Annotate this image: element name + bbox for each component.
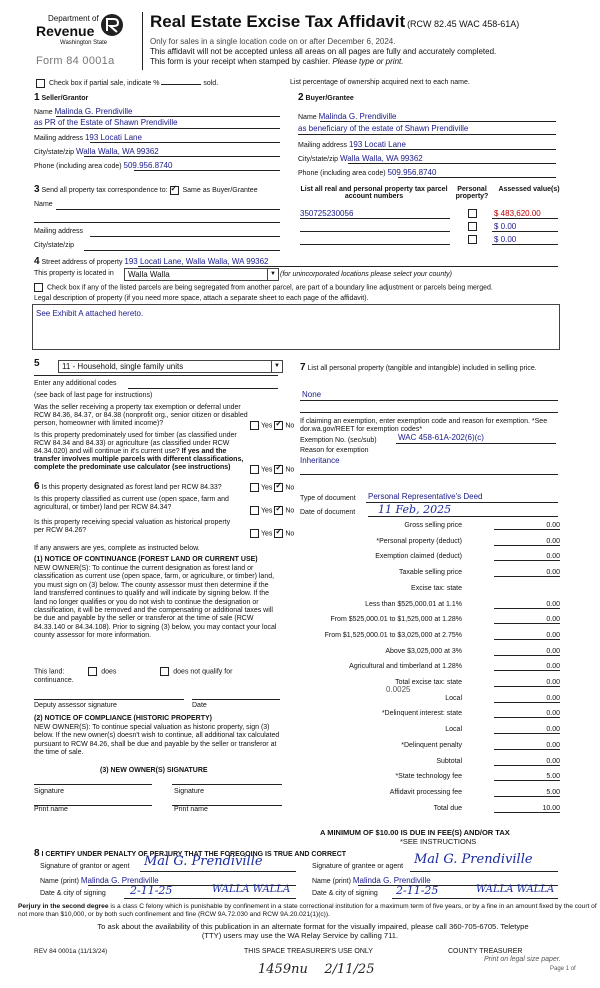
q2-yes-label: Yes: [261, 466, 273, 474]
owner-print-label-2: Print name: [174, 806, 208, 813]
tax-row-value[interactable]: 10.00: [494, 805, 560, 813]
form-title: Real Estate Excise Tax Affidavit: [150, 12, 406, 31]
dept-of-text: Department of: [48, 14, 99, 23]
assessed-value-2[interactable]: $ 0.00: [494, 222, 517, 231]
q-exemption-deferral: Was the seller receiving a property tax exemption or deferral under RCW 84.36, 84.37, or 84.38 (nonprofit org., senior citizen or disabled person, homeowner with limited income)?: [34, 404, 248, 427]
tax-row-label: Total due: [433, 804, 462, 812]
tax-row-label: Taxable selling price: [398, 569, 462, 577]
grantor-name-label: Name (print): [40, 878, 79, 885]
land-use-value: 11 - Household, single family units: [62, 362, 184, 371]
grantor-city-value[interactable]: WALLA WALLA: [212, 884, 291, 895]
legal-desc-value: See Exhibit A attached hereto.: [36, 309, 144, 318]
street-value[interactable]: 193 Locati Lane, Walla Walla, WA 99362: [124, 257, 269, 266]
grantee-sig-label: Signature of grantee or agent: [312, 863, 404, 870]
seller-mail-label: Mailing address: [34, 135, 84, 142]
q5-yes-checkbox[interactable]: [250, 529, 259, 538]
seller-city-value[interactable]: Walla Walla, WA 99362: [76, 147, 159, 156]
does-label: does: [101, 668, 117, 676]
dor-logo: [34, 10, 130, 58]
owner-print-label-1: Print name: [34, 806, 68, 813]
tax-row-label: Excise tax: state: [411, 584, 462, 592]
section-2-number: 2: [298, 92, 304, 103]
alt-format-line1: To ask about the availability of this publication in an alternate format for the visually impaired, please call 360-705-6705. Teletype: [97, 922, 529, 931]
q4-no-checkbox[interactable]: [274, 506, 283, 515]
land-use-select[interactable]: [58, 360, 283, 373]
tax-row: [300, 773, 560, 784]
personal-property-checkbox-1[interactable]: [468, 209, 477, 218]
section-5-number: 5: [34, 358, 40, 369]
grantor-sig-label: Signature of grantor or agent: [40, 863, 130, 870]
q1-yes-label: Yes: [261, 422, 273, 430]
notice-continuance-title: (1) NOTICE OF CONTINUANCE (FOREST LAND OR CURRENT USE): [34, 556, 258, 563]
grantor-signature[interactable]: Mal G. Prendiville: [144, 854, 263, 869]
does-not-label: does not qualify for: [173, 668, 233, 676]
located-label: This property is located in: [34, 270, 114, 277]
parcels-header: List all real and personal property tax parcel account numbers: [300, 186, 448, 200]
grantee-name-label: Name (print): [312, 878, 351, 885]
partial-pct-field[interactable]: [161, 77, 201, 85]
section-1-number: 1: [34, 92, 40, 103]
q3-no-label: No: [285, 484, 295, 492]
tax-row: [300, 758, 560, 769]
tax-row-value[interactable]: 0.00: [494, 695, 560, 703]
tax-row-label: Total excise tax: state: [395, 679, 462, 686]
header-subtitle-1: Only for sales in a single location code on or after December 6, 2024.: [150, 37, 396, 46]
q4-no-label: No: [285, 507, 295, 515]
tax-row-value[interactable]: 0.00: [494, 632, 560, 640]
buyer-name-label: Name: [298, 114, 317, 121]
additional-codes-label: Enter any additional codes: [34, 380, 117, 387]
assessed-value-1[interactable]: $ 483,620.00: [494, 209, 541, 218]
grantee-signature[interactable]: Mal G. Prendiville: [414, 852, 533, 867]
deputy-date-label: Date: [192, 702, 207, 709]
tax-row-label: From $1,525,000.01 to $3,025,000 at 2.75%: [324, 631, 462, 639]
legal-desc-label: Legal description of property (if you need more space, attach a separate sheet to each page of the affidavit).: [34, 295, 369, 302]
owner-signature-label-1: Signature: [34, 788, 64, 795]
buyer-city-label: City/state/zip: [298, 156, 339, 163]
exemption-reason-value[interactable]: Inheritance: [300, 456, 340, 465]
q-current-use: Is this property classified as current use (open space, farm and agricultural, or timber) land per RCW 84.34?: [34, 496, 229, 511]
buyer-phone-value[interactable]: 509.956.8740: [387, 168, 437, 177]
parcel-number-1[interactable]: 350725230056: [300, 209, 354, 218]
county-value: Walla Walla: [128, 270, 170, 279]
grantee-city-value[interactable]: WALLA WALLA: [476, 884, 555, 895]
chevron-down-icon: ▼: [267, 269, 278, 280]
correspondence-label: Send all property tax correspondence to:: [41, 187, 168, 194]
doc-date-label: Date of document: [300, 509, 356, 516]
tax-row-value[interactable]: 0.00: [494, 569, 560, 577]
handwritten-note: 1459nu 2/11/25: [258, 962, 375, 977]
tax-row: [300, 679, 560, 690]
county-select[interactable]: [124, 268, 279, 281]
tax-row-label: *Personal property (deduct): [376, 537, 462, 545]
q3-no-checkbox[interactable]: [274, 483, 283, 492]
q5-no-label: No: [285, 530, 295, 538]
doc-type-value[interactable]: Personal Representative's Deed: [368, 492, 483, 501]
legal-desc-box[interactable]: [32, 304, 560, 350]
header-divider: [142, 12, 143, 70]
section-8-number: 8: [34, 848, 40, 859]
doc-type-label: Type of document: [300, 495, 356, 502]
buyer-phone-label: Phone (including area code): [298, 170, 386, 177]
continuance-label: continuance.: [34, 677, 74, 684]
local-rate: 0.0025: [386, 685, 411, 694]
seller-name-label: Name: [34, 109, 53, 116]
tax-row-value[interactable]: 0.00: [494, 679, 560, 687]
tax-row: [300, 726, 560, 737]
tax-row-value[interactable]: 0.00: [494, 538, 560, 546]
q4-yes-checkbox[interactable]: [250, 506, 259, 515]
form-number: Form 84 0001a: [36, 55, 115, 67]
does-checkbox[interactable]: [88, 667, 97, 676]
new-owner-sig-title: (3) NEW OWNER(S) SIGNATURE: [100, 767, 208, 774]
perjury-bold: Perjury in the second degree: [18, 903, 109, 910]
grantor-name-value[interactable]: Malinda G. Prendiville: [80, 876, 159, 885]
tax-row-label: *State technology fee: [395, 773, 462, 781]
certify-statement: I CERTIFY UNDER PENALTY OF PERJURY THAT THE FOREGOING IS TRUE AND CORRECT: [41, 851, 347, 858]
header-subtitle-3b: Please type or print.: [332, 57, 404, 66]
seller-heading: Seller/Grantor: [41, 95, 89, 102]
tax-row-value[interactable]: 0.00: [494, 758, 560, 766]
section-6-number: 6: [34, 481, 40, 492]
tax-row-value[interactable]: 5.00: [494, 773, 560, 781]
buyer-heading: Buyer/Grantee: [305, 95, 354, 102]
partial-sold-label: sold.: [203, 80, 219, 87]
tax-row-label: From $525,000.01 to $1,525,000 at 1.28%: [330, 616, 462, 624]
minimum-due-note: A MINIMUM OF $10.00 IS DUE IN FEE(S) AND/OR TAX: [320, 828, 510, 837]
tax-row-value[interactable]: 0.00: [494, 522, 560, 530]
segregated-checkbox[interactable]: [34, 283, 43, 292]
section-7-number: 7: [300, 362, 306, 373]
seller-phone-value[interactable]: 509.956.8740: [123, 161, 173, 170]
q-forest-land: Is this property designated as forest land per RCW 84.33?: [41, 484, 222, 491]
additional-codes-note: (see back of last page for instructions): [34, 392, 153, 399]
revenue-text: Revenue: [36, 23, 95, 39]
buyer-name-line2[interactable]: as beneficiary of the estate of Shawn Prendiville: [298, 124, 469, 133]
personal-property-checkbox-3[interactable]: [468, 235, 477, 244]
q3-yes-checkbox[interactable]: [250, 483, 259, 492]
personal-property-checkbox-2[interactable]: [468, 222, 477, 231]
q2-no-checkbox[interactable]: [274, 465, 283, 474]
tax-row-label: Less than $525,000.01 at 1.1%: [365, 600, 462, 608]
tax-row: [300, 789, 560, 800]
q-timber-bold: If yes and the transfer involves multiple parcels with different classifications, complete the predominate use calculator (see instructions): [34, 448, 244, 471]
perjury-text: Perjury in the second degree is a class C felony which is punishable by confinement in a state correctional institution for a maximum term of five years, or by a fine in an amount fixed by the court of not more than $10,000, or by both such confinement and fine (RCW 9A.72.030 and RCW 9A.20.021(1)(c)).: [18, 903, 597, 918]
list-percentage-label: List percentage of ownership acquired next to each name.: [290, 79, 470, 86]
does-not-checkbox[interactable]: [160, 667, 169, 676]
chevron-down-icon: ▼: [271, 361, 282, 372]
see-instructions-note: *SEE INSTRUCTIONS: [400, 837, 477, 846]
exemption-no-value[interactable]: WAC 458-61A-202(6)(c): [398, 433, 484, 442]
buyer-name-line1[interactable]: Malinda G. Prendiville: [318, 112, 397, 121]
tax-row-label: Above $3,025,000 at 3%: [385, 647, 462, 655]
tax-row-label: Local: [445, 726, 462, 734]
q-historical: Is this property receiving special valuation as historical property per RCW 84.26?: [34, 519, 231, 534]
deputy-signature-label: Deputy assessor signature: [34, 702, 117, 709]
tax-row-label: Exemption claimed (deduct): [375, 553, 462, 561]
owner-signature-label-2: Signature: [174, 788, 204, 795]
tax-row: [300, 742, 560, 753]
tax-row-value[interactable]: 0.00: [494, 663, 560, 671]
header-subtitle-2: This affidavit will not be accepted unless all areas on all pages are fully and accurately completed.: [150, 47, 497, 56]
exemption-reason-label: Reason for exemption: [300, 447, 369, 454]
tax-row: [300, 648, 560, 659]
treasurer-use-label: THIS SPACE TREASURER'S USE ONLY: [244, 948, 373, 955]
sec3-city-label: City/state/zip: [34, 242, 75, 249]
sec3-name-label: Name: [34, 201, 53, 208]
street-label: Street address of property: [41, 259, 123, 266]
tax-row: [300, 710, 560, 721]
assessed-value-header: Assessed value(s): [498, 186, 560, 193]
notice-compliance-body: NEW OWNER(S): To continue special valuation as historic property, sign (3) below. If the new owner(s) doesn't wish to continue, all additional tax calculated pursuant to RCW 84.26, shall be due and payable by the seller or transferor at the time of sale.: [34, 724, 280, 757]
same-as-buyer-label: Same as Buyer/Grantee: [182, 187, 258, 194]
tax-row: [300, 538, 560, 549]
tax-row-value[interactable]: 0.00: [494, 601, 560, 609]
buyer-mail-label: Mailing address: [298, 142, 348, 149]
dor-logo-icon: [100, 12, 124, 38]
q1-yes-checkbox[interactable]: [250, 421, 259, 430]
tax-row: [300, 553, 560, 564]
tax-row: [300, 616, 560, 627]
tax-row: [300, 585, 560, 596]
grantee-date-label: Date & city of signing: [312, 890, 378, 897]
county-note: (for unincorporated locations please select your county): [280, 271, 452, 278]
doc-date-value[interactable]: 11 Feb, 2025: [378, 503, 452, 516]
this-land-label: This land:: [34, 668, 65, 676]
alt-format-line2: (TTY) users may use the WA Relay Service by calling 711.: [201, 931, 399, 940]
tax-row-label: Local: [445, 694, 462, 702]
q2-yes-checkbox[interactable]: [250, 465, 259, 474]
seller-phone-label: Phone (including area code): [34, 163, 122, 170]
tax-row-value[interactable]: 5.00: [494, 789, 560, 797]
tax-row: [300, 632, 560, 643]
personal-property-label: [300, 362, 558, 375]
tax-row-value[interactable]: 0.00: [494, 742, 560, 750]
page-number: Page 1 of: [550, 966, 576, 972]
section-3-number: 3: [34, 184, 40, 195]
notice-compliance-title: (2) NOTICE OF COMPLIANCE (HISTORIC PROPERTY): [34, 715, 212, 722]
tax-row: [300, 522, 560, 533]
tax-row-label: *Delinquent penalty: [401, 741, 462, 749]
q2-no-label: No: [285, 466, 295, 474]
legal-size-note: Print on legal size paper.: [484, 956, 561, 963]
tax-row-value[interactable]: 0.00: [494, 648, 560, 656]
grantee-name-value[interactable]: Malinda G. Prendiville: [352, 876, 431, 885]
q1-no-checkbox[interactable]: [274, 421, 283, 430]
if-yes-note: If any answers are yes, complete as instructed below.: [34, 545, 200, 552]
tax-row: [300, 805, 560, 816]
revision-label: REV 84 0001a (11/13/24): [34, 948, 108, 955]
assessed-value-3[interactable]: $ 0.00: [494, 235, 517, 244]
q5-no-checkbox[interactable]: [274, 529, 283, 538]
notice-continuance-body: NEW OWNER(S): To continue the current designation as forest land or classification as current use (open space, farm, or agriculture, or timber) land, you must sign on (3) below. The county assessor must then determine if the land transferred continues to qualify and will indicate by signing below. If the land no longer qualifies or you do not wish to continue the designation or classification, it will be removed and the compensating or additional taxes will be due and payable by the seller or transferor at the time of sale (RCW 84.33.140 or 84.34.108). Prior to signing (3) below, you may contact your local county assessor for more information.: [34, 565, 277, 640]
tax-row: [300, 695, 560, 706]
exemption-no-label: Exemption No. (sec/sub): [300, 437, 377, 444]
q-timber-text: Is this property predominately used for timber (as classified under RCW 84.34 and 84.33) or agriculture (as classified under RCW 84.34.020) and will continue in it's current use?: [34, 432, 237, 455]
buyer-mail-value[interactable]: 193 Locati Lane: [348, 140, 406, 149]
tax-row-label: Gross selling price: [404, 522, 462, 529]
exemption-label: If claiming an exemption, enter exemption code and reason for exemption. *See dor.wa.gov/REET for exemption codes*: [300, 418, 548, 433]
tax-row-value[interactable]: 0.00: [494, 710, 560, 718]
q3-yes-label: Yes: [261, 484, 273, 492]
tax-row-value[interactable]: 0.00: [494, 553, 560, 561]
grantee-date-value[interactable]: 2-11-25: [396, 884, 439, 897]
buyer-city-value[interactable]: Walla Walla, WA 99362: [340, 154, 423, 163]
washington-state-text: Washington State: [60, 40, 108, 46]
q5-yes-label: Yes: [261, 530, 273, 538]
header-subtitle-3: This form is your receipt when stamped by cashier.: [150, 57, 331, 66]
section-4-number: 4: [34, 256, 40, 267]
seller-mail-value[interactable]: 193 Locati Lane: [84, 133, 142, 142]
grantor-date-label: Date & city of signing: [40, 890, 106, 897]
tax-row-value[interactable]: 0.00: [494, 726, 560, 734]
grantor-date-value[interactable]: 2-11-25: [130, 884, 173, 897]
partial-sale-checkbox[interactable]: [36, 79, 45, 88]
tax-row-label: Affidavit processing fee: [389, 788, 462, 796]
segregated-label: Check box if any of the listed parcels are being segregated from another parcel, are part of a boundary line adjustment or parcels being merged.: [46, 284, 493, 292]
q-timber-agriculture: [34, 432, 252, 472]
seller-name-line2[interactable]: as PR of the Estate of Shawn Prendiville: [34, 118, 178, 127]
sec3-mail-label: Mailing address: [34, 228, 84, 235]
q1-no-label: No: [285, 422, 295, 430]
tax-row: [300, 569, 560, 580]
personal-property-header: Personal property?: [455, 186, 489, 200]
partial-sale-label: Check box if partial sale, indicate %: [48, 80, 160, 87]
tax-row: [300, 663, 560, 674]
seller-city-label: City/state/zip: [34, 149, 75, 156]
form-rcw: (RCW 82.45 WAC 458-61A): [407, 19, 520, 29]
q4-yes-label: Yes: [261, 507, 273, 515]
tax-row-label: Subtotal: [436, 757, 462, 765]
personal-property-text: List all personal property (tangible and intangible) included in selling price.: [307, 365, 537, 372]
tax-row-value[interactable]: 0.00: [494, 616, 560, 624]
tax-row-label: *Delinquent interest: state: [381, 710, 462, 718]
perjury-warning: [18, 903, 598, 919]
same-as-buyer-checkbox[interactable]: [170, 186, 179, 195]
tax-row: [300, 601, 560, 612]
seller-name-line1[interactable]: Malinda G. Prendiville: [54, 107, 133, 116]
tax-row-label: Agricultural and timberland at 1.28%: [349, 663, 462, 671]
county-treasurer-label: COUNTY TREASURER: [448, 948, 523, 955]
personal-property-value[interactable]: None: [302, 390, 322, 399]
